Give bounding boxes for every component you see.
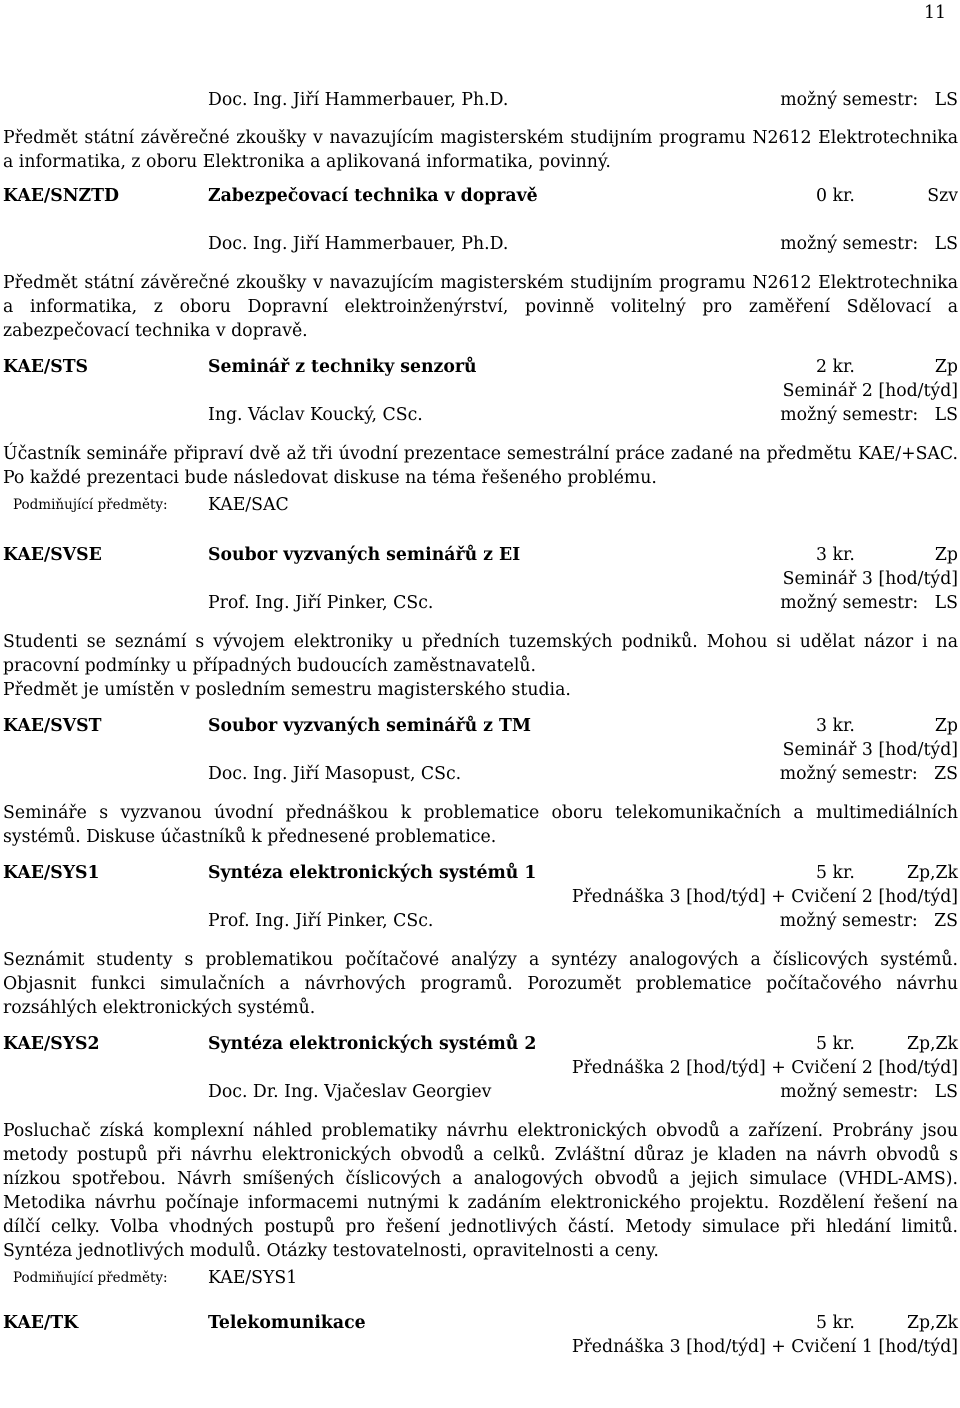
- course-entry: [3, 355, 958, 520]
- course-header: [3, 1311, 958, 1335]
- course-credits: 0 kr.: [816, 186, 855, 206]
- lecturer: Prof. Ing. Jiří Pinker, CSc.: [208, 593, 434, 613]
- course-code: KAE/SVSE: [3, 545, 102, 565]
- course-credits: 2 kr.: [816, 357, 855, 377]
- prerequisites: [3, 490, 958, 520]
- course-description: Semináře s vyzvanou úvodní přednáškou k problematice oboru telekomunikačních a multimediálních systémů. Diskuse účastníků k přednesené problematice.: [3, 803, 958, 847]
- prerequisite-course: KAE/SAC: [208, 495, 289, 515]
- course-header: [3, 184, 958, 208]
- top-lecturer-row: [3, 88, 958, 112]
- course-hours: Seminář 3 [hod/týd]: [782, 569, 958, 589]
- prerequisites: [3, 1263, 958, 1293]
- course-code: KAE/TK: [3, 1313, 79, 1333]
- course-code: KAE/SYS2: [3, 1034, 100, 1054]
- course-code: KAE/STS: [3, 357, 89, 377]
- course-title: Zabezpečovací technika v dopravě: [208, 186, 538, 206]
- prerequisites-label: Podmiňující předměty:: [13, 497, 168, 513]
- course-code: KAE/SYS1: [3, 863, 100, 883]
- page-number: 11: [924, 3, 946, 23]
- course-header: [3, 355, 958, 379]
- lecturer-row: [3, 762, 958, 786]
- course-title: Soubor vyzvaných seminářů z EI: [208, 545, 521, 565]
- course-credits: 5 kr.: [816, 1313, 855, 1333]
- course-description-note: Předmět je umístěn v posledním semestru magisterského studia.: [3, 680, 571, 700]
- semester-info: možný semestr: LS: [780, 593, 958, 613]
- semester-info: možný semestr: LS: [780, 90, 958, 110]
- course-hours: Seminář 3 [hod/týd]: [782, 740, 958, 760]
- semester-info: možný semestr: LS: [780, 1082, 958, 1102]
- course-completion: Zp,Zk: [906, 1034, 958, 1054]
- semester-info: možný semestr: LS: [780, 405, 958, 425]
- lecturer: Ing. Václav Koucký, CSc.: [208, 405, 423, 425]
- course-completion: Zp: [934, 357, 958, 377]
- course-header: [3, 1032, 958, 1056]
- course-entry: [3, 543, 958, 702]
- course-header: [3, 543, 958, 567]
- lecturer-row: [3, 1080, 958, 1104]
- semester-info: možný semestr: ZS: [779, 911, 958, 931]
- course-completion: Szv: [927, 186, 958, 206]
- course-credits: 5 kr.: [816, 1034, 855, 1054]
- course-completion: Zp: [934, 545, 958, 565]
- course-hours: Přednáška 3 [hod/týd] + Cvičení 1 [hod/týd]: [571, 1337, 958, 1357]
- course-entry: [3, 1311, 958, 1359]
- lecturer-row: [3, 909, 958, 933]
- lecturer: Doc. Ing. Jiří Hammerbauer, Ph.D.: [208, 90, 509, 110]
- page-content: [3, 88, 958, 1359]
- course-hours: Přednáška 3 [hod/týd] + Cvičení 2 [hod/týd]: [571, 887, 958, 907]
- course-title: Telekomunikace: [208, 1313, 366, 1333]
- course-code: KAE/SNZTD: [3, 186, 119, 206]
- lecturer-row: [3, 591, 958, 615]
- prerequisites-label: Podmiňující předměty:: [13, 1270, 168, 1286]
- lecturer: Doc. Ing. Jiří Hammerbauer, Ph.D.: [208, 234, 509, 254]
- course-credits: 3 kr.: [816, 716, 855, 736]
- course-title: Syntéza elektronických systémů 2: [208, 1034, 537, 1054]
- course-entry: [3, 714, 958, 849]
- course-description: Účastník semináře připraví dvě až tři úvodní prezentace semestrální práce zadané na předmětu KAE/+SAC. Po každé prezentaci bude následovat diskuse na téma řešeného problému.: [3, 444, 958, 488]
- lecturer: Doc. Dr. Ing. Vjačeslav Georgiev: [208, 1082, 492, 1102]
- lecturer-row: [3, 232, 958, 256]
- course-description: Posluchač získá komplexní náhled problematiky návrhu elektronických obvodů a zařízení. Probrány jsou metody postupů při návrhu elektronických obvodů a celků. Zvláštní důraz je kladen na návrh obvodů s nízkou spotřebou. Návrh smíšených číslicových a analogových obvodů a jejich simulace (VHDL-AMS). Metodika návrhu počínaje informacemi nutnými k zadáním elektronického projektu. Rozdělení řešení na dílčí celky. Volba vhodných postupů pro řešení jednotlivých částí. Metody simulace při hledání limitů. Syntéza jednotlivých modulů. Otázky testovatelnosti, opravitelnosti a ceny.: [3, 1121, 958, 1261]
- lecturer: Doc. Ing. Jiří Masopust, CSc.: [208, 764, 462, 784]
- semester-info: možný semestr: LS: [780, 234, 958, 254]
- course-code: KAE/SVST: [3, 716, 102, 736]
- lecturer-row: [3, 403, 958, 427]
- course-credits: 3 kr.: [816, 545, 855, 565]
- course-completion: Zp,Zk: [906, 863, 958, 883]
- lecturer: Prof. Ing. Jiří Pinker, CSc.: [208, 911, 434, 931]
- course-entry: [3, 1032, 958, 1293]
- course-entry: [3, 861, 958, 1020]
- course-completion: Zp: [934, 716, 958, 736]
- course-hours: Přednáška 2 [hod/týd] + Cvičení 2 [hod/týd]: [571, 1058, 958, 1078]
- semester-info: možný semestr: ZS: [779, 764, 958, 784]
- course-completion: Zp,Zk: [906, 1313, 958, 1333]
- course-description: Předmět státní závěrečné zkoušky v navazujícím magisterském studijním programu N2612 Elektrotechnika a informatika, z oboru Elektronika a aplikovaná informatika, povinný.: [3, 128, 958, 172]
- prerequisite-course: KAE/SYS1: [208, 1268, 298, 1288]
- course-title: Soubor vyzvaných seminářů z TM: [208, 716, 531, 736]
- course-entry: [3, 184, 958, 343]
- course-title: Seminář z techniky senzorů: [208, 357, 477, 377]
- course-title: Syntéza elektronických systémů 1: [208, 863, 537, 883]
- course-header: [3, 714, 958, 738]
- course-description: Předmět státní závěrečné zkoušky v navazujícím magisterském studijním programu N2612 Elektrotechnika a informatika, z oboru Dopravní elektroinženýrství, povinně volitelný pro zaměření Sdělovací a zabezpečovací technika v dopravě.: [3, 273, 958, 341]
- course-hours: Seminář 2 [hod/týd]: [782, 381, 958, 401]
- course-credits: 5 kr.: [816, 863, 855, 883]
- course-header: [3, 861, 958, 885]
- course-description: Studenti se seznámí s vývojem elektroniky u předních tuzemských podniků. Mohou si udělat názor i na pracovní podmínky u případných budoucích zaměstnavatelů.: [3, 632, 958, 676]
- course-description: Seznámit studenty s problematikou počítačové analýzy a syntézy analogových a číslicových systémů. Objasnit funkci simulačních a návrhových programů. Porozumět problematice počítačového návrhu rozsáhlých elektronických systémů.: [3, 950, 958, 1018]
